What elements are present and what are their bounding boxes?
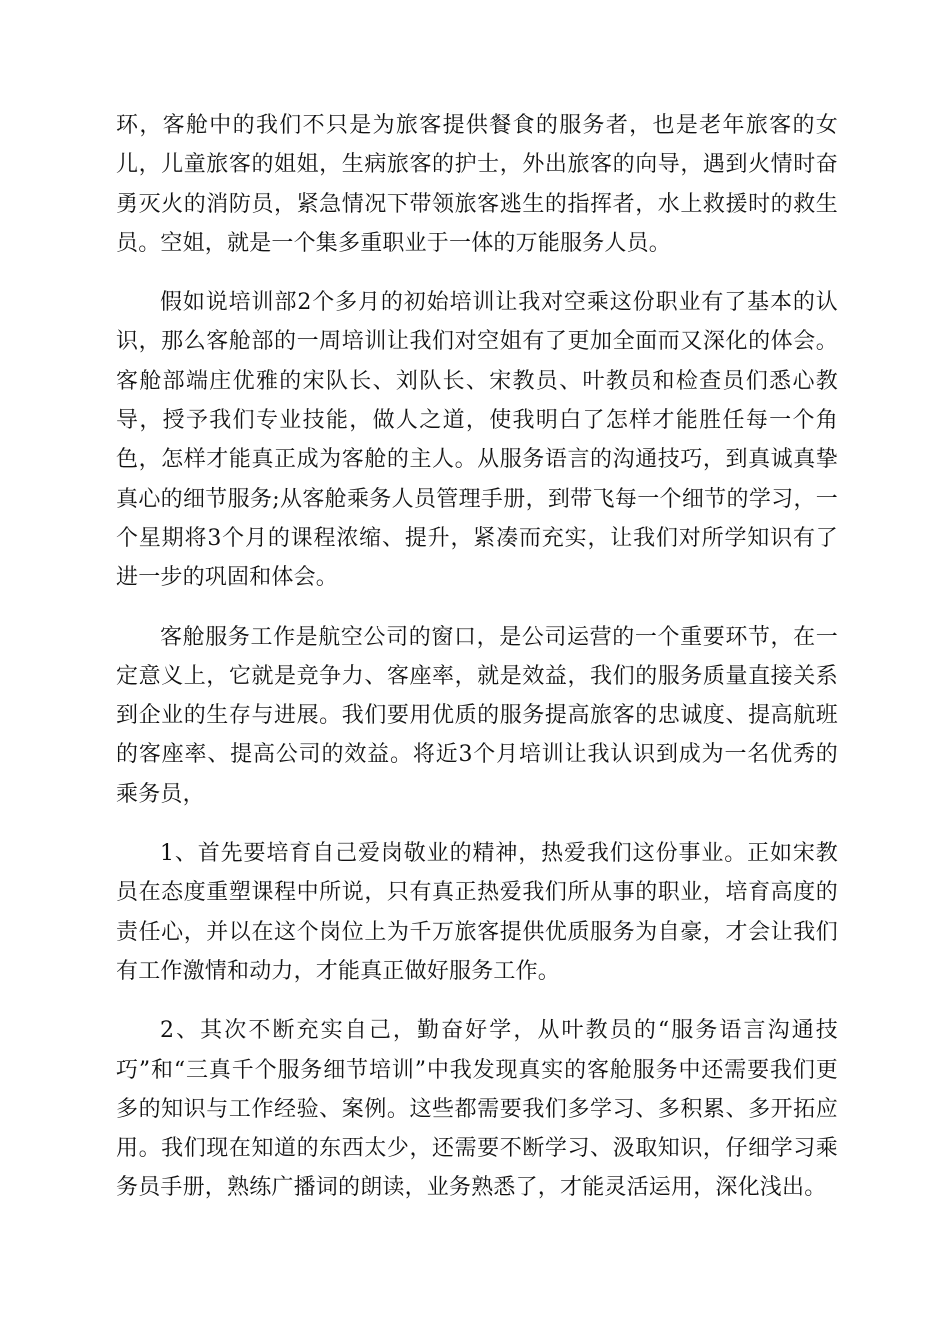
paragraph-2: 假如说培训部2个多月的初始培训让我对空乘这份职业有了基本的认识，那么客舱部的一周培训让我们对空姐有了更加全面而又深化的体会。客舱部端庄优雅的宋队长、刘队长、宋教员、叶教员和检查员们悉心教导，授予我们专业技能，做人之道，使我明白了怎样才能胜任每一个角色，怎样才能真正成为客舱的主人。从服务语言的沟通技巧，到真诚真挚真心的细节服务;从客舱乘务人员管理手册，到带飞每一个细节的学习，一个星期将3个月的课程浓缩、提升，紧凑而充实，让我们对所学知识有了进一步的巩固和体会。 <box>116 290 838 591</box>
document-body <box>116 106 838 1228</box>
paragraph-5: 2、其次不断充实自己，勤奋好学，从叶教员的“服务语言沟通技巧”和“三真千个服务细节培训”中我发现真实的客舱服务中还需要我们更多的知识与工作经验、案例。这些都需要我们多学习、多积累、多开拓应用。我们现在知道的东西太少，还需要不断学习、汲取知识，仔细学习乘务员手册，熟练广播词的朗读，业务熟悉了，才能灵活运用，深化浅出。 <box>116 1018 838 1201</box>
paragraph-4: 1、首先要培育自己爱岗敬业的精神，热爱我们这份事业。正如宋教员在态度重塑课程中所说，只有真正热爱我们所从事的职业，培育高度的责任心，并以在这个岗位上为千万旅客提供优质服务为自豪，才会让我们有工作激情和动力，才能真正做好服务工作。 <box>116 841 838 984</box>
paragraph-3: 客舱服务工作是航空公司的窗口，是公司运营的一个重要环节，在一定意义上，它就是竞争力、客座率，就是效益，我们的服务质量直接关系到企业的生存与进展。我们要用优质的服务提高旅客的忠诚度、提高航班的客座率、提高公司的效益。将近3个月培训让我认识到成为一名优秀的乘务员， <box>116 624 838 807</box>
paragraph-1: 环，客舱中的我们不只是为旅客提供餐食的服务者，也是老年旅客的女儿，儿童旅客的姐姐，生病旅客的护士，外出旅客的向导，遇到火情时奋勇灭火的消防员，紧急情况下带领旅客逃生的指挥者，水上救援时的救生员。空姐，就是一个集多重职业于一体的万能服务人员。 <box>116 113 838 256</box>
